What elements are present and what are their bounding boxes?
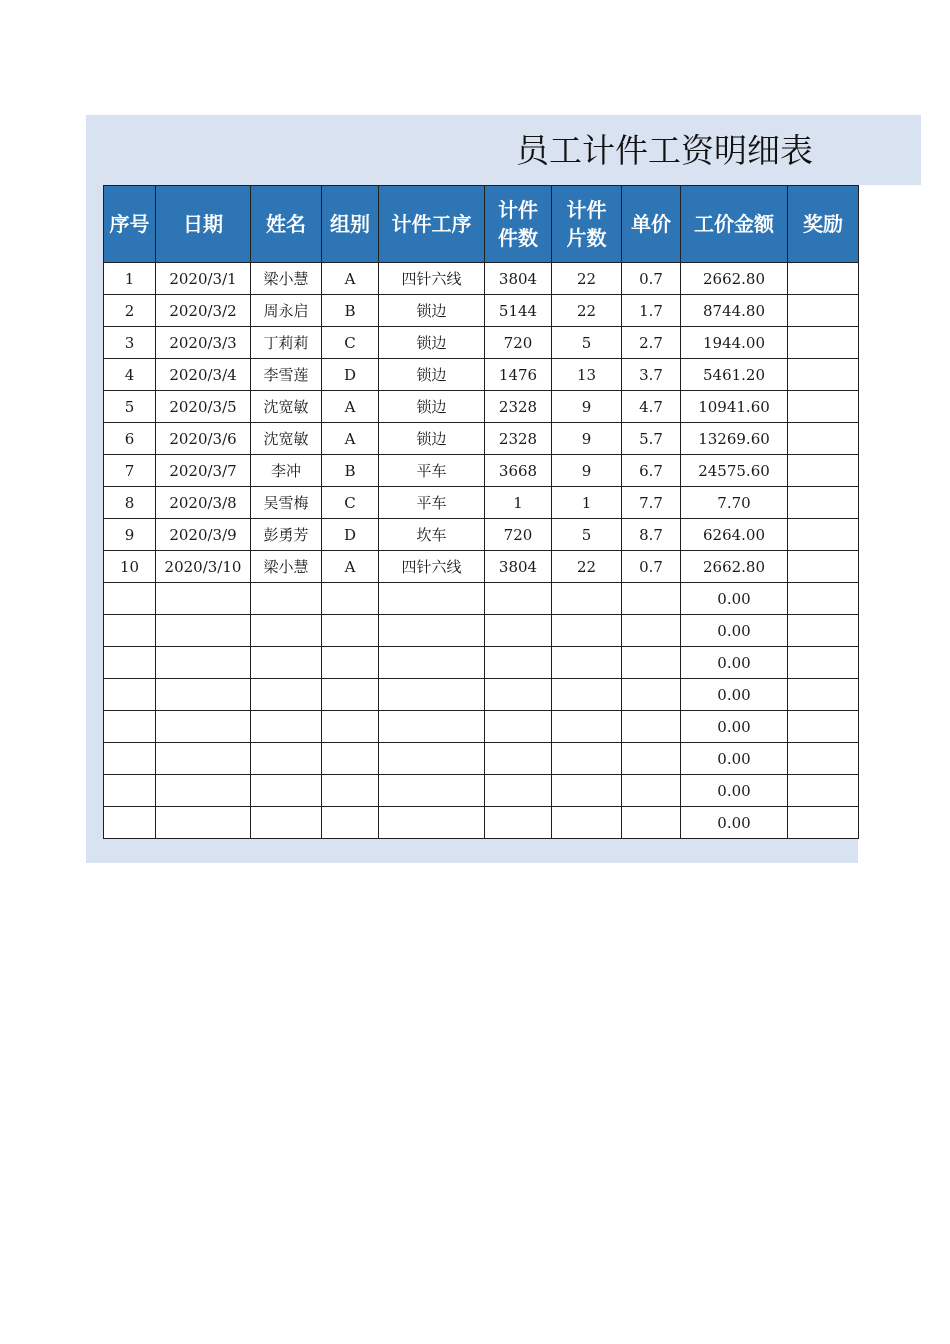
cell-amount[interactable]: 0.00 xyxy=(681,679,788,711)
cell-pieces[interactable] xyxy=(485,647,552,679)
cell-name[interactable] xyxy=(251,775,322,807)
cell-process[interactable]: 坎车 xyxy=(379,519,485,551)
cell-bonus[interactable] xyxy=(788,359,859,391)
cell-price[interactable]: 0.7 xyxy=(622,263,681,295)
cell-pieces[interactable]: 1476 xyxy=(485,359,552,391)
cell-date[interactable]: 2020/3/7 xyxy=(156,455,251,487)
cell-date[interactable] xyxy=(156,615,251,647)
cell-price[interactable] xyxy=(622,775,681,807)
cell-amount[interactable]: 2662.80 xyxy=(681,551,788,583)
cell-amount[interactable]: 0.00 xyxy=(681,615,788,647)
cell-date[interactable]: 2020/3/4 xyxy=(156,359,251,391)
cell-bonus[interactable] xyxy=(788,519,859,551)
cell-process[interactable] xyxy=(379,615,485,647)
table-row xyxy=(104,423,859,455)
cell-price[interactable]: 3.7 xyxy=(622,359,681,391)
header-pieces-line2: 件数 xyxy=(498,226,538,250)
cell-date[interactable] xyxy=(156,711,251,743)
cell-sheets[interactable]: 5 xyxy=(552,327,622,359)
cell-process[interactable] xyxy=(379,743,485,775)
header-group[interactable]: 组别 xyxy=(322,186,379,263)
cell-group[interactable] xyxy=(322,711,379,743)
cell-date[interactable]: 2020/3/3 xyxy=(156,327,251,359)
cell-sheets[interactable] xyxy=(552,807,622,839)
cell-sheets[interactable] xyxy=(552,711,622,743)
cell-pieces[interactable]: 3804 xyxy=(485,551,552,583)
cell-date[interactable] xyxy=(156,775,251,807)
cell-amount[interactable]: 2662.80 xyxy=(681,263,788,295)
table-body xyxy=(104,263,859,839)
header-sheets[interactable] xyxy=(552,186,622,263)
table-row xyxy=(104,647,859,679)
cell-no[interactable] xyxy=(104,775,156,807)
cell-group[interactable]: A xyxy=(322,391,379,423)
cell-no[interactable]: 6 xyxy=(104,423,156,455)
cell-date[interactable]: 2020/3/9 xyxy=(156,519,251,551)
header-pieces-line1: 计件 xyxy=(498,198,538,222)
cell-name[interactable]: 梁小慧 xyxy=(251,263,322,295)
table-row xyxy=(104,743,859,775)
cell-no[interactable] xyxy=(104,583,156,615)
cell-price[interactable]: 0.7 xyxy=(622,551,681,583)
cell-pieces[interactable]: 1 xyxy=(485,487,552,519)
cell-pieces[interactable]: 720 xyxy=(485,327,552,359)
table-row xyxy=(104,551,859,583)
cell-sheets[interactable] xyxy=(552,615,622,647)
cell-amount[interactable]: 0.00 xyxy=(681,711,788,743)
cell-process[interactable] xyxy=(379,647,485,679)
cell-name[interactable]: 梁小慧 xyxy=(251,551,322,583)
cell-sheets[interactable] xyxy=(552,647,622,679)
cell-no[interactable]: 8 xyxy=(104,487,156,519)
table-row xyxy=(104,263,859,295)
cell-price[interactable]: 1.7 xyxy=(622,295,681,327)
cell-bonus[interactable] xyxy=(788,775,859,807)
table-row xyxy=(104,359,859,391)
cell-price[interactable] xyxy=(622,711,681,743)
cell-group[interactable]: B xyxy=(322,295,379,327)
cell-pieces[interactable]: 5144 xyxy=(485,295,552,327)
header-process[interactable]: 计件工序 xyxy=(379,186,485,263)
cell-amount[interactable]: 0.00 xyxy=(681,647,788,679)
cell-group[interactable] xyxy=(322,647,379,679)
cell-price[interactable]: 4.7 xyxy=(622,391,681,423)
wage-table xyxy=(103,185,859,839)
table-row xyxy=(104,327,859,359)
cell-bonus[interactable] xyxy=(788,743,859,775)
cell-price[interactable] xyxy=(622,647,681,679)
cell-bonus[interactable] xyxy=(788,455,859,487)
cell-date[interactable] xyxy=(156,583,251,615)
header-bonus[interactable]: 奖励 xyxy=(788,186,859,263)
cell-sheets[interactable] xyxy=(552,775,622,807)
cell-amount[interactable]: 0.00 xyxy=(681,743,788,775)
cell-name[interactable]: 李雪莲 xyxy=(251,359,322,391)
table-row xyxy=(104,519,859,551)
cell-group[interactable]: A xyxy=(322,551,379,583)
cell-no[interactable] xyxy=(104,647,156,679)
cell-process[interactable]: 锁边 xyxy=(379,359,485,391)
table-row xyxy=(104,775,859,807)
cell-price[interactable]: 8.7 xyxy=(622,519,681,551)
table-row xyxy=(104,583,859,615)
cell-name[interactable]: 沈宽敏 xyxy=(251,423,322,455)
cell-name[interactable] xyxy=(251,647,322,679)
cell-sheets[interactable]: 1 xyxy=(552,487,622,519)
cell-process[interactable]: 锁边 xyxy=(379,391,485,423)
table-row xyxy=(104,711,859,743)
cell-name[interactable] xyxy=(251,807,322,839)
cell-process[interactable]: 锁边 xyxy=(379,327,485,359)
cell-price[interactable]: 5.7 xyxy=(622,423,681,455)
cell-process[interactable] xyxy=(379,807,485,839)
cell-bonus[interactable] xyxy=(788,423,859,455)
cell-pieces[interactable] xyxy=(485,615,552,647)
cell-date[interactable] xyxy=(156,807,251,839)
cell-price[interactable]: 6.7 xyxy=(622,455,681,487)
cell-bonus[interactable] xyxy=(788,679,859,711)
cell-group[interactable]: D xyxy=(322,359,379,391)
table-row xyxy=(104,679,859,711)
cell-name[interactable] xyxy=(251,743,322,775)
cell-bonus[interactable] xyxy=(788,487,859,519)
cell-sheets[interactable]: 9 xyxy=(552,423,622,455)
cell-sheets[interactable]: 13 xyxy=(552,359,622,391)
cell-amount[interactable]: 8744.80 xyxy=(681,295,788,327)
cell-name[interactable]: 周永启 xyxy=(251,295,322,327)
cell-group[interactable]: D xyxy=(322,519,379,551)
cell-no[interactable] xyxy=(104,615,156,647)
cell-sheets[interactable] xyxy=(552,679,622,711)
cell-process[interactable]: 四针六线 xyxy=(379,551,485,583)
cell-date[interactable]: 2020/3/1 xyxy=(156,263,251,295)
cell-date[interactable]: 2020/3/8 xyxy=(156,487,251,519)
page-title: 员工计件工资明细表 xyxy=(516,131,813,170)
cell-date[interactable]: 2020/3/6 xyxy=(156,423,251,455)
cell-process[interactable]: 四针六线 xyxy=(379,263,485,295)
cell-amount[interactable]: 13269.60 xyxy=(681,423,788,455)
cell-bonus[interactable] xyxy=(788,807,859,839)
cell-pieces[interactable]: 720 xyxy=(485,519,552,551)
cell-sheets[interactable]: 9 xyxy=(552,391,622,423)
cell-pieces[interactable] xyxy=(485,711,552,743)
cell-pieces[interactable]: 2328 xyxy=(485,423,552,455)
table-row xyxy=(104,487,859,519)
cell-group[interactable] xyxy=(322,743,379,775)
header-amount[interactable]: 工价金额 xyxy=(681,186,788,263)
cell-date[interactable]: 2020/3/5 xyxy=(156,391,251,423)
cell-group[interactable]: C xyxy=(322,327,379,359)
cell-group[interactable]: A xyxy=(322,423,379,455)
cell-pieces[interactable] xyxy=(485,807,552,839)
cell-sheets[interactable]: 22 xyxy=(552,263,622,295)
cell-process[interactable]: 平车 xyxy=(379,487,485,519)
cell-no[interactable]: 7 xyxy=(104,455,156,487)
cell-pieces[interactable] xyxy=(485,743,552,775)
cell-pieces[interactable] xyxy=(485,583,552,615)
cell-price[interactable] xyxy=(622,743,681,775)
cell-price[interactable] xyxy=(622,583,681,615)
cell-name[interactable] xyxy=(251,679,322,711)
cell-pieces[interactable] xyxy=(485,679,552,711)
cell-price[interactable] xyxy=(622,679,681,711)
cell-bonus[interactable] xyxy=(788,551,859,583)
cell-name[interactable] xyxy=(251,583,322,615)
cell-sheets[interactable]: 9 xyxy=(552,455,622,487)
cell-no[interactable] xyxy=(104,711,156,743)
cell-group[interactable] xyxy=(322,615,379,647)
cell-no[interactable]: 3 xyxy=(104,327,156,359)
cell-no[interactable]: 9 xyxy=(104,519,156,551)
cell-name[interactable]: 李冲 xyxy=(251,455,322,487)
cell-process[interactable] xyxy=(379,775,485,807)
cell-date[interactable]: 2020/3/10 xyxy=(156,551,251,583)
cell-amount[interactable]: 0.00 xyxy=(681,775,788,807)
cell-name[interactable] xyxy=(251,615,322,647)
cell-no[interactable] xyxy=(104,743,156,775)
cell-date[interactable]: 2020/3/2 xyxy=(156,295,251,327)
cell-name[interactable]: 吴雪梅 xyxy=(251,487,322,519)
cell-sheets[interactable]: 22 xyxy=(552,295,622,327)
cell-no[interactable]: 5 xyxy=(104,391,156,423)
header-sheets-line1: 计件 xyxy=(566,198,607,222)
cell-amount[interactable]: 0.00 xyxy=(681,807,788,839)
header-name[interactable]: 姓名 xyxy=(251,186,322,263)
header-date[interactable]: 日期 xyxy=(156,186,251,263)
cell-price[interactable]: 2.7 xyxy=(622,327,681,359)
cell-name[interactable]: 丁莉莉 xyxy=(251,327,322,359)
cell-no[interactable]: 4 xyxy=(104,359,156,391)
cell-price[interactable] xyxy=(622,615,681,647)
cell-price[interactable] xyxy=(622,807,681,839)
cell-group[interactable] xyxy=(322,807,379,839)
cell-bonus[interactable] xyxy=(788,295,859,327)
cell-amount[interactable]: 7.70 xyxy=(681,487,788,519)
cell-date[interactable] xyxy=(156,679,251,711)
table-row xyxy=(104,295,859,327)
cell-bonus[interactable] xyxy=(788,263,859,295)
cell-bonus[interactable] xyxy=(788,711,859,743)
cell-process[interactable]: 平车 xyxy=(379,455,485,487)
cell-group[interactable] xyxy=(322,583,379,615)
cell-no[interactable]: 2 xyxy=(104,295,156,327)
cell-amount[interactable]: 10941.60 xyxy=(681,391,788,423)
cell-no[interactable] xyxy=(104,679,156,711)
cell-bonus[interactable] xyxy=(788,647,859,679)
cell-date[interactable] xyxy=(156,647,251,679)
cell-group[interactable]: A xyxy=(322,263,379,295)
cell-sheets[interactable]: 5 xyxy=(552,519,622,551)
header-pieces[interactable] xyxy=(485,186,552,263)
cell-pieces[interactable]: 3804 xyxy=(485,263,552,295)
header-no[interactable]: 序号 xyxy=(104,186,156,263)
cell-pieces[interactable] xyxy=(485,775,552,807)
table-row xyxy=(104,391,859,423)
cell-sheets[interactable]: 22 xyxy=(552,551,622,583)
cell-process[interactable]: 锁边 xyxy=(379,295,485,327)
cell-sheets[interactable] xyxy=(552,583,622,615)
cell-bonus[interactable] xyxy=(788,583,859,615)
cell-name[interactable]: 彭勇芳 xyxy=(251,519,322,551)
cell-pieces[interactable]: 3668 xyxy=(485,455,552,487)
table-row xyxy=(104,615,859,647)
cell-pieces[interactable]: 2328 xyxy=(485,391,552,423)
cell-no[interactable]: 10 xyxy=(104,551,156,583)
cell-bonus[interactable] xyxy=(788,391,859,423)
cell-amount[interactable]: 5461.20 xyxy=(681,359,788,391)
cell-sheets[interactable] xyxy=(552,743,622,775)
cell-group[interactable]: C xyxy=(322,487,379,519)
cell-name[interactable] xyxy=(251,711,322,743)
table-row xyxy=(104,455,859,487)
cell-amount[interactable]: 0.00 xyxy=(681,583,788,615)
header-row xyxy=(104,186,859,263)
cell-amount[interactable]: 1944.00 xyxy=(681,327,788,359)
header-sheets-line2: 片数 xyxy=(566,226,607,250)
cell-bonus[interactable] xyxy=(788,615,859,647)
header-price[interactable]: 单价 xyxy=(622,186,681,263)
cell-group[interactable]: B xyxy=(322,455,379,487)
cell-process[interactable] xyxy=(379,711,485,743)
cell-process[interactable]: 锁边 xyxy=(379,423,485,455)
cell-process[interactable] xyxy=(379,679,485,711)
cell-bonus[interactable] xyxy=(788,327,859,359)
cell-no[interactable]: 1 xyxy=(104,263,156,295)
cell-amount[interactable]: 6264.00 xyxy=(681,519,788,551)
cell-group[interactable] xyxy=(322,679,379,711)
cell-price[interactable]: 7.7 xyxy=(622,487,681,519)
cell-amount[interactable]: 24575.60 xyxy=(681,455,788,487)
cell-date[interactable] xyxy=(156,743,251,775)
cell-process[interactable] xyxy=(379,583,485,615)
cell-name[interactable]: 沈宽敏 xyxy=(251,391,322,423)
cell-no[interactable] xyxy=(104,807,156,839)
table-row xyxy=(104,807,859,839)
cell-group[interactable] xyxy=(322,775,379,807)
